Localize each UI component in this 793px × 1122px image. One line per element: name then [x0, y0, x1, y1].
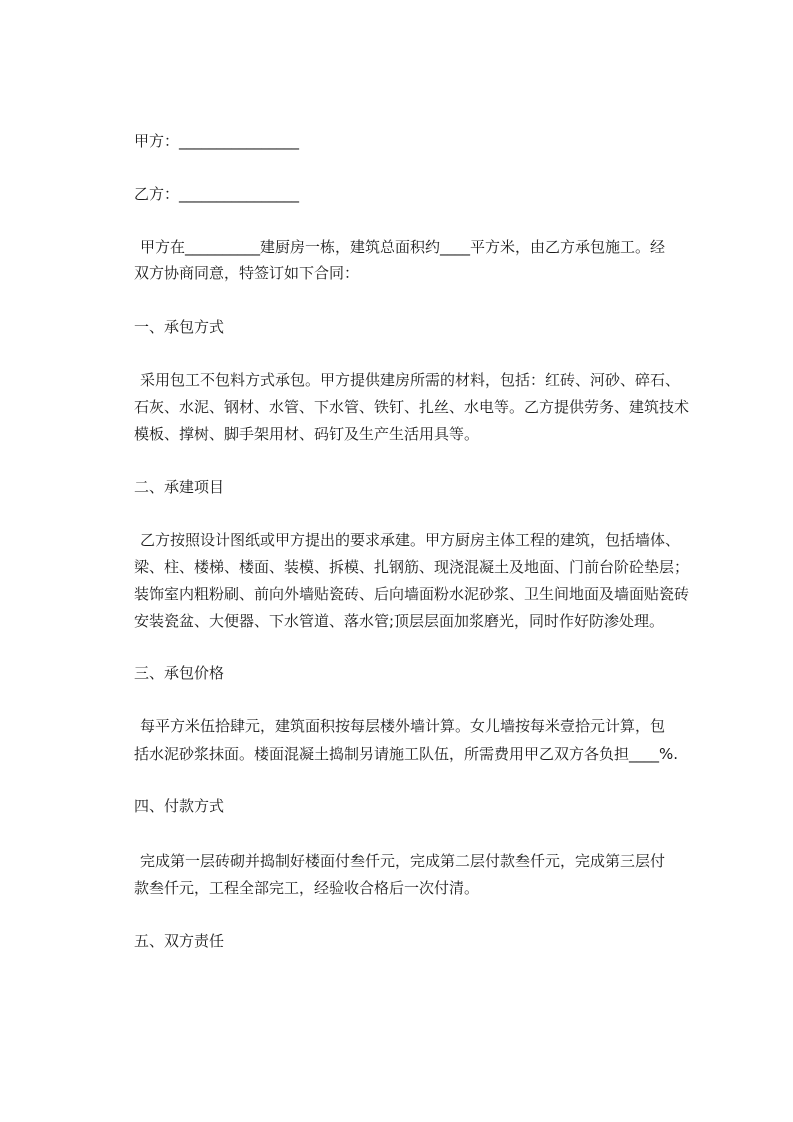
section-4-heading: 四、付款方式: [134, 797, 225, 815]
intro-line-1: 甲方在__________建厨房一栋，建筑总面积约____平方米，由乙方承包施工。经: [140, 238, 666, 256]
party-b-line: 乙方：________________: [134, 185, 300, 203]
section-2-line-3: 装饰室内粗粉刷、前向外墙贴瓷砖、后向墙面粉水泥砂浆、卫生间地面及墙面贴瓷砖: [134, 585, 690, 603]
section-2-line-4: 安装瓷盆、大便器、下水管道、落水管;顶层层面加浆磨光，同时作好防渗处理。: [134, 612, 665, 630]
section-5-heading: 五、双方责任: [134, 932, 225, 950]
section-3-heading: 三、承包价格: [134, 664, 225, 682]
section-1-line-1: 采用包工不包料方式承包。甲方提供建房所需的材料，包括：红砖、河砂、碎石、: [140, 371, 681, 389]
section-1-line-2: 石灰、水泥、钢材、水管、下水管、铁钉、扎丝、水电等。乙方提供劳务、建筑技术: [134, 398, 690, 416]
section-1-heading: 一、承包方式: [134, 318, 225, 336]
section-3-line-2: 括水泥砂浆抹面。楼面混凝土捣制另请施工队伍，所需费用甲乙双方各负担____%.: [134, 745, 679, 763]
section-2-line-1: 乙方按照设计图纸或甲方提出的要求承建。甲方厨房主体工程的建筑，包括墙体、: [140, 531, 681, 549]
section-2-heading: 二、承建项目: [134, 478, 225, 496]
section-1-line-3: 模板、撑树、脚手架用材、码钉及生产生活用具等。: [134, 425, 480, 443]
section-3-line-1: 每平方米伍拾肆元，建筑面积按每层楼外墙计算。女儿墙按每米壹拾元计算，包: [140, 717, 666, 735]
section-2-line-2: 梁、柱、楼梯、楼面、装模、拆模、扎钢筋、现浇混凝土及地面、门前台阶砼垫层；: [134, 558, 690, 576]
section-4-line-2: 款叁仟元，工程全部完工，经验收合格后一次付清。: [134, 879, 480, 897]
intro-line-2: 双方协商同意，特签订如下合同：: [134, 264, 360, 282]
party-a-line: 甲方：________________: [134, 132, 300, 150]
section-4-line-1: 完成第一层砖砌并捣制好楼面付叁仟元，完成第二层付款叁仟元，完成第三层付: [140, 852, 666, 870]
